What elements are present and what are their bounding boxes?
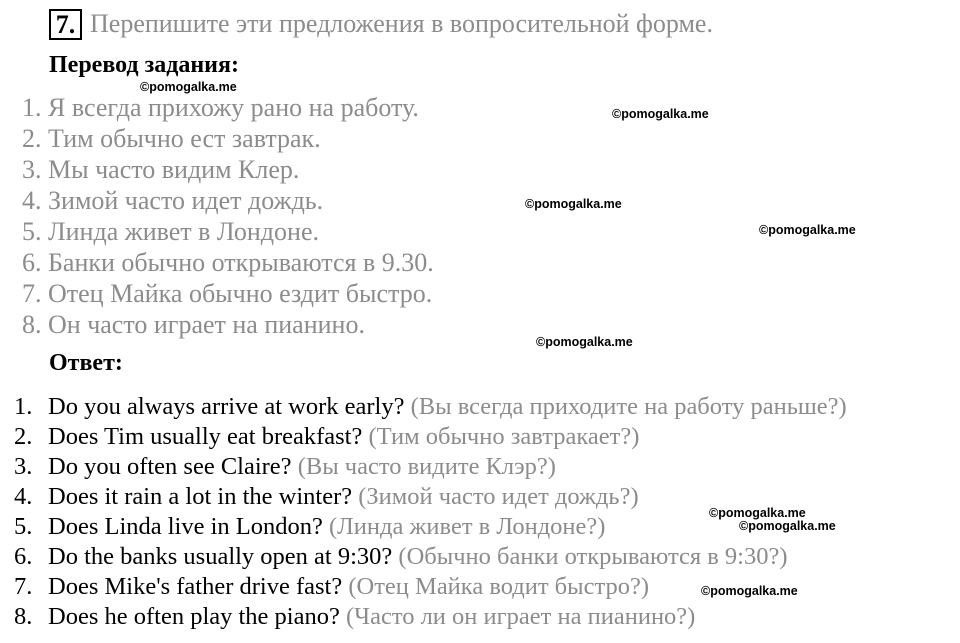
task-header [49,8,713,40]
item-text: Зимой часто идет дождь. [48,186,324,215]
item-number: 6. [22,248,42,277]
watermark: ©pomogalka.me [701,584,798,598]
item-number: 5. [22,217,42,246]
item-number: 7. [22,279,42,308]
watermark: ©pomogalka.me [140,80,237,94]
answer-russian: (Часто ли он играет на пианино?) [345,603,696,630]
item-number: 3. [14,453,33,480]
item-text: Мы часто видим Клер. [48,155,300,184]
answer-heading: Ответ: [49,350,123,376]
translation-item [22,92,434,123]
answer-english: Does Linda live in London? [48,513,323,540]
task-instruction: Перепишите эти предложения в вопросительной форме. [90,9,713,38]
item-number: 6. [14,543,33,570]
watermark: ©pomogalka.me [525,197,622,211]
answer-russian: (Отец Майка водит быстро?) [348,573,650,600]
translation-item [22,154,434,185]
answer-russian: (Зимой часто идет дождь?) [358,483,639,510]
translation-item [22,309,434,340]
translation-list [22,92,434,340]
watermark: ©pomogalka.me [536,335,633,349]
answer-russian: (Вы часто видите Клэр?) [297,453,556,480]
answer-russian: (Тим обычно завтракает?) [368,423,640,450]
answer-english: Does it rain a lot in the winter? [48,483,353,510]
item-number: 4. [14,483,33,510]
watermark: ©pomogalka.me [759,223,856,237]
item-text: Банки обычно открываются в 9.30. [48,248,434,277]
answer-item [14,422,847,452]
item-number: 5. [14,513,33,540]
item-number: 2. [14,423,33,450]
translation-item [22,278,434,309]
answer-english: Does Mike's father drive fast? [48,573,343,600]
answer-russian: (Вы всегда приходите на работу раньше?) [410,393,847,420]
translation-heading: Перевод задания: [49,52,239,78]
task-number: 7. [49,9,82,40]
item-number: 8. [14,603,33,630]
item-number: 2. [22,124,42,153]
answer-item [14,392,847,422]
item-text: Он часто играет на пианино. [48,310,365,339]
watermark: ©pomogalka.me [739,519,836,533]
answer-english: Does Tim usually eat breakfast? [48,423,363,450]
answer-english: Do the banks usually open at 9:30? [48,543,393,570]
answer-russian: (Обычно банки открываются в 9:30?) [398,543,788,570]
item-text: Я всегда прихожу рано на работу. [48,93,419,122]
answer-item [14,542,847,572]
watermark: ©pomogalka.me [709,506,806,520]
answer-item [14,602,847,632]
answer-english: Does he often play the piano? [48,603,340,630]
item-number: 1. [14,393,33,420]
item-text: Линда живет в Лондоне. [48,217,319,246]
answer-russian: (Линда живет в Лондоне?) [329,513,606,540]
translation-item [22,123,434,154]
item-number: 1. [22,93,42,122]
item-text: Отец Майка обычно ездит быстро. [48,279,433,308]
answer-english: Do you often see Claire? [48,453,292,480]
watermark: ©pomogalka.me [612,107,709,121]
translation-item [22,247,434,278]
answer-english: Do you always arrive at work early? [48,393,405,420]
item-number: 3. [22,155,42,184]
item-number: 4. [22,186,42,215]
item-text: Тим обычно ест завтрак. [48,124,321,153]
translation-item [22,185,434,216]
item-number: 7. [14,573,33,600]
answer-item [14,452,847,482]
item-number: 8. [22,310,42,339]
translation-item [22,216,434,247]
